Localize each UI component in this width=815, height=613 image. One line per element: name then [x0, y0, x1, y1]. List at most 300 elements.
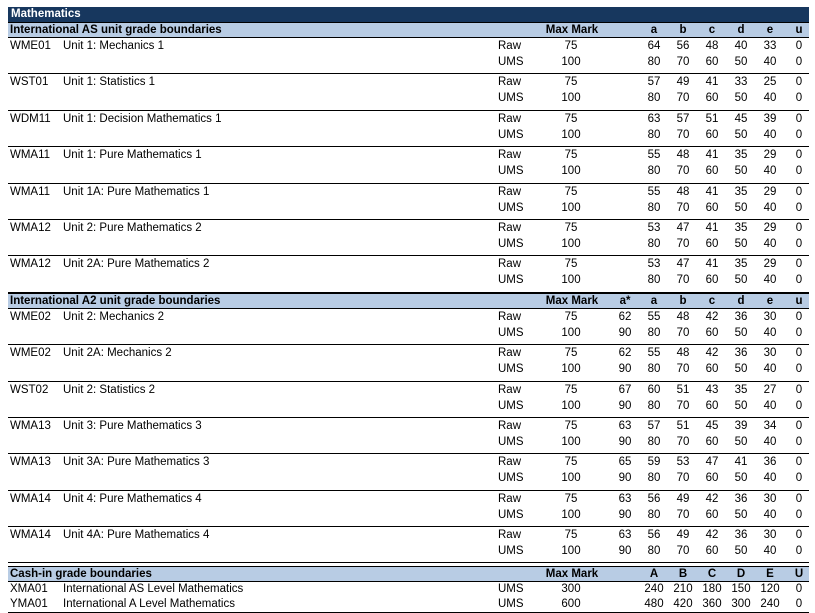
unit-name: Unit 3: Pure Mathematics 3	[63, 419, 202, 432]
ums-boundary: 60	[705, 326, 719, 339]
raw-label: Raw	[498, 347, 522, 360]
as-grade-header-e: e	[766, 24, 774, 36]
a2-grade-header-u: u	[795, 294, 803, 307]
unit-code: WST01	[10, 76, 49, 89]
ums-mark-row	[8, 435, 809, 450]
ums-max-mark: 100	[561, 435, 581, 448]
ums-max-mark: 100	[561, 201, 581, 214]
unit-code: WDM11	[10, 112, 51, 125]
raw-max-mark: 75	[564, 419, 578, 432]
raw-label: Raw	[498, 529, 522, 542]
ums-boundary: 40	[763, 508, 777, 521]
raw-boundary: 48	[676, 347, 690, 360]
ums-max-mark: 100	[561, 363, 581, 376]
a2-grade-header-a: a	[650, 294, 658, 307]
ums-boundary: 40	[763, 274, 777, 287]
unit-row-group	[8, 147, 809, 183]
raw-boundary: 41	[705, 76, 719, 89]
ums-boundary: 0	[795, 545, 803, 558]
cashin-type: UMS	[498, 583, 524, 596]
ums-boundary: 90	[618, 326, 632, 339]
raw-boundary: 41	[705, 149, 719, 162]
cashin-type: UMS	[498, 598, 524, 611]
ums-mark-row	[8, 508, 809, 523]
as-section-title: International AS unit grade boundaries	[10, 24, 222, 36]
cashin-boundary: 210	[673, 583, 693, 596]
unit-row-group	[8, 491, 809, 527]
ums-boundary: 80	[647, 508, 661, 521]
ums-boundary: 60	[705, 165, 719, 178]
raw-mark-row	[8, 383, 809, 398]
raw-max-mark: 75	[564, 492, 578, 505]
unit-code: WMA12	[10, 221, 51, 234]
raw-label: Raw	[498, 149, 522, 162]
ums-boundary: 80	[647, 399, 661, 412]
cashin-grade-header-B: B	[678, 568, 688, 581]
ums-boundary: 40	[763, 363, 777, 376]
ums-boundary: 80	[647, 165, 661, 178]
raw-boundary: 35	[734, 185, 748, 198]
unit-name: Unit 2: Pure Mathematics 2	[63, 221, 202, 234]
ums-boundary: 90	[618, 545, 632, 558]
ums-mark-row	[8, 164, 809, 179]
raw-boundary: 41	[705, 221, 719, 234]
raw-boundary: 53	[676, 456, 690, 469]
raw-boundary: 0	[795, 149, 803, 162]
cashin-boundary: 120	[760, 583, 780, 596]
ums-boundary: 60	[705, 237, 719, 250]
ums-boundary: 0	[795, 237, 803, 250]
ums-boundary: 60	[705, 128, 719, 141]
ums-boundary: 80	[647, 435, 661, 448]
raw-boundary: 39	[763, 112, 777, 125]
cashin-max-mark-header: Max Mark	[545, 568, 599, 581]
ums-boundary: 50	[734, 508, 748, 521]
unit-code: WME02	[10, 347, 51, 360]
unit-code: WMA13	[10, 419, 51, 432]
raw-max-mark: 75	[564, 185, 578, 198]
raw-boundary: 29	[763, 221, 777, 234]
raw-boundary: 48	[676, 185, 690, 198]
as-grade-header-u: u	[795, 24, 803, 36]
raw-boundary: 55	[647, 310, 661, 323]
unit-code: WMA14	[10, 492, 51, 505]
ums-boundary: 50	[734, 201, 748, 214]
raw-max-mark: 75	[564, 112, 578, 125]
unit-code: WST02	[10, 383, 49, 396]
ums-label: UMS	[498, 363, 524, 376]
raw-boundary: 59	[647, 456, 661, 469]
ums-label: UMS	[498, 56, 524, 68]
raw-boundary: 0	[795, 76, 803, 89]
cashin-boundary: 360	[702, 598, 722, 611]
ums-label: UMS	[498, 237, 524, 250]
raw-mark-row	[8, 112, 809, 127]
ums-boundary: 70	[676, 326, 690, 339]
unit-row-group	[8, 382, 809, 418]
raw-max-mark: 75	[564, 258, 578, 271]
unit-name: Unit 2: Mechanics 2	[63, 310, 164, 323]
ums-boundary: 70	[676, 435, 690, 448]
ums-mark-row	[8, 399, 809, 414]
raw-boundary: 0	[795, 40, 803, 52]
ums-boundary: 50	[734, 399, 748, 412]
ums-boundary: 80	[647, 545, 661, 558]
ums-label: UMS	[498, 508, 524, 521]
raw-max-mark: 75	[564, 149, 578, 162]
ums-boundary: 60	[705, 399, 719, 412]
ums-label: UMS	[498, 92, 524, 105]
unit-name: Unit 4: Pure Mathematics 4	[63, 492, 202, 505]
ums-label: UMS	[498, 165, 524, 178]
ums-boundary: 50	[734, 472, 748, 485]
ums-boundary: 50	[734, 545, 748, 558]
cashin-boundary: 240	[644, 583, 664, 596]
ums-boundary: 40	[763, 165, 777, 178]
raw-label: Raw	[498, 112, 522, 125]
raw-boundary: 36	[734, 310, 748, 323]
ums-boundary: 80	[647, 128, 661, 141]
ums-boundary: 70	[676, 128, 690, 141]
raw-label: Raw	[498, 419, 522, 432]
as-section-header	[8, 22, 809, 38]
raw-boundary: 29	[763, 185, 777, 198]
ums-boundary: 70	[676, 545, 690, 558]
ums-boundary: 0	[795, 92, 803, 105]
a2-section-header	[8, 293, 809, 309]
raw-boundary: 57	[647, 76, 661, 89]
ums-boundary: 70	[676, 274, 690, 287]
raw-boundary: 30	[763, 347, 777, 360]
a2-grade-header-c: c	[708, 294, 716, 307]
ums-max-mark: 100	[561, 545, 581, 558]
ums-mark-row	[8, 91, 809, 106]
raw-boundary: 42	[705, 529, 719, 542]
ums-boundary: 80	[647, 274, 661, 287]
raw-boundary: 67	[618, 383, 632, 396]
raw-mark-row	[8, 185, 809, 200]
unit-name: Unit 1: Decision Mathematics 1	[63, 112, 222, 125]
ums-mark-row	[8, 237, 809, 252]
raw-max-mark: 75	[564, 529, 578, 542]
ums-boundary: 70	[676, 201, 690, 214]
raw-label: Raw	[498, 76, 522, 89]
cashin-grade-header-A: A	[649, 568, 659, 581]
raw-mark-row	[8, 221, 809, 236]
ums-boundary: 80	[647, 56, 661, 68]
unit-row-group	[8, 454, 809, 490]
raw-boundary: 41	[705, 185, 719, 198]
raw-boundary: 63	[618, 529, 632, 542]
raw-boundary: 42	[705, 310, 719, 323]
ums-max-mark: 100	[561, 165, 581, 178]
as-grade-header-b: b	[679, 24, 687, 36]
raw-boundary: 49	[676, 492, 690, 505]
ums-max-mark: 100	[561, 274, 581, 287]
raw-boundary: 47	[676, 258, 690, 271]
raw-boundary: 65	[618, 456, 632, 469]
ums-boundary: 40	[763, 472, 777, 485]
ums-max-mark: 100	[561, 128, 581, 141]
ums-mark-row	[8, 326, 809, 341]
ums-mark-row	[8, 362, 809, 377]
raw-boundary: 43	[705, 383, 719, 396]
raw-boundary: 35	[734, 221, 748, 234]
cashin-boundary: 480	[644, 598, 664, 611]
raw-boundary: 56	[647, 492, 661, 505]
raw-boundary: 56	[676, 40, 690, 52]
ums-boundary: 60	[705, 508, 719, 521]
ums-boundary: 40	[763, 399, 777, 412]
ums-boundary: 80	[647, 326, 661, 339]
raw-boundary: 29	[763, 149, 777, 162]
raw-boundary: 0	[795, 112, 803, 125]
raw-boundary: 36	[763, 456, 777, 469]
unit-row-group	[8, 111, 809, 147]
unit-row-group	[8, 418, 809, 454]
ums-boundary: 0	[795, 399, 803, 412]
cashin-boundary: 150	[731, 583, 751, 596]
raw-boundary: 48	[676, 149, 690, 162]
ums-max-mark: 100	[561, 56, 581, 68]
raw-max-mark: 75	[564, 456, 578, 469]
raw-mark-row	[8, 419, 809, 434]
qualification-name: International AS Level Mathematics	[63, 583, 244, 596]
ums-max-mark: 100	[561, 92, 581, 105]
ums-boundary: 0	[795, 274, 803, 287]
ums-boundary: 0	[795, 326, 803, 339]
ums-boundary: 60	[705, 56, 719, 68]
ums-boundary: 50	[734, 326, 748, 339]
raw-boundary: 0	[795, 185, 803, 198]
ums-boundary: 0	[795, 128, 803, 141]
raw-boundary: 30	[763, 529, 777, 542]
raw-mark-row	[8, 528, 809, 543]
a2-max-mark-header: Max Mark	[545, 294, 599, 307]
ums-max-mark: 100	[561, 237, 581, 250]
ums-boundary: 40	[763, 237, 777, 250]
ums-boundary: 50	[734, 165, 748, 178]
raw-boundary: 63	[647, 112, 661, 125]
raw-boundary: 63	[618, 492, 632, 505]
raw-mark-row	[8, 75, 809, 90]
raw-boundary: 47	[676, 221, 690, 234]
raw-label: Raw	[498, 185, 522, 198]
ums-boundary: 70	[676, 56, 690, 68]
unit-row-group	[8, 38, 809, 74]
a2-grade-header-b: b	[679, 294, 687, 307]
ums-boundary: 40	[763, 545, 777, 558]
ums-boundary: 50	[734, 435, 748, 448]
ums-label: UMS	[498, 435, 524, 448]
ums-boundary: 70	[676, 399, 690, 412]
a2-section-title: International A2 unit grade boundaries	[10, 294, 221, 307]
ums-boundary: 0	[795, 201, 803, 214]
ums-boundary: 70	[676, 508, 690, 521]
unit-name: Unit 2A: Mechanics 2	[63, 347, 172, 360]
unit-row-group	[8, 256, 809, 292]
raw-boundary: 55	[647, 185, 661, 198]
cashin-boundary: 0	[795, 598, 803, 611]
a2-grade-header-e: e	[766, 294, 774, 307]
ums-label: UMS	[498, 128, 524, 141]
ums-boundary: 40	[763, 92, 777, 105]
raw-boundary: 55	[647, 149, 661, 162]
ums-mark-row	[8, 544, 809, 559]
ums-boundary: 50	[734, 363, 748, 376]
raw-mark-row	[8, 455, 809, 470]
ums-boundary: 0	[795, 56, 803, 68]
ums-max-mark: 100	[561, 508, 581, 521]
raw-boundary: 40	[734, 40, 748, 52]
ums-boundary: 90	[618, 508, 632, 521]
raw-boundary: 33	[734, 76, 748, 89]
cashin-grade-header-C: C	[707, 568, 717, 581]
raw-boundary: 35	[734, 149, 748, 162]
cashin-boundary: 240	[760, 598, 780, 611]
grade-boundaries-sheet	[8, 7, 809, 613]
raw-boundary: 62	[618, 310, 632, 323]
raw-mark-row	[8, 310, 809, 325]
unit-name: Unit 2: Statistics 2	[63, 383, 156, 396]
raw-max-mark: 75	[564, 347, 578, 360]
raw-boundary: 30	[763, 310, 777, 323]
cashin-section-title: Cash-in grade boundaries	[10, 568, 152, 581]
unit-name: Unit 1: Pure Mathematics 1	[63, 149, 202, 162]
raw-label: Raw	[498, 40, 522, 52]
ums-boundary: 90	[618, 472, 632, 485]
ums-label: UMS	[498, 399, 524, 412]
ums-boundary: 50	[734, 56, 748, 68]
raw-boundary: 62	[618, 347, 632, 360]
ums-max-mark: 100	[561, 326, 581, 339]
raw-boundary: 57	[647, 419, 661, 432]
raw-boundary: 36	[734, 492, 748, 505]
unit-row-group	[8, 184, 809, 220]
raw-boundary: 55	[647, 347, 661, 360]
raw-boundary: 60	[647, 383, 661, 396]
cashin-boundary: 0	[795, 583, 803, 596]
raw-label: Raw	[498, 310, 522, 323]
raw-boundary: 0	[795, 529, 803, 542]
unit-name: Unit 3A: Pure Mathematics 3	[63, 456, 210, 469]
ums-boundary: 80	[647, 363, 661, 376]
raw-boundary: 0	[795, 419, 803, 432]
cashin-grade-header-U: U	[794, 568, 804, 581]
unit-code: WMA13	[10, 456, 51, 469]
ums-boundary: 90	[618, 399, 632, 412]
ums-label: UMS	[498, 545, 524, 558]
cashin-boundary: 300	[731, 598, 751, 611]
qualification-code: XMA01	[10, 583, 48, 596]
raw-boundary: 33	[763, 40, 777, 52]
ums-boundary: 40	[763, 435, 777, 448]
ums-boundary: 0	[795, 508, 803, 521]
unit-code: WME02	[10, 310, 51, 323]
cashin-list	[8, 582, 809, 613]
raw-boundary: 0	[795, 221, 803, 234]
a2-unit-list	[8, 309, 809, 564]
ums-boundary: 80	[647, 92, 661, 105]
raw-boundary: 42	[705, 347, 719, 360]
as-unit-list	[8, 38, 809, 293]
ums-max-mark: 100	[561, 399, 581, 412]
raw-mark-row	[8, 148, 809, 163]
as-grade-header-a: a	[650, 24, 658, 36]
raw-boundary: 51	[676, 383, 690, 396]
ums-boundary: 70	[676, 363, 690, 376]
ums-boundary: 90	[618, 363, 632, 376]
raw-boundary: 64	[647, 40, 661, 52]
unit-name: Unit 2A: Pure Mathematics 2	[63, 258, 210, 271]
ums-boundary: 60	[705, 435, 719, 448]
unit-row-group	[8, 309, 809, 345]
ums-boundary: 40	[763, 56, 777, 68]
ums-boundary: 40	[763, 326, 777, 339]
raw-boundary: 0	[795, 383, 803, 396]
ums-boundary: 40	[763, 128, 777, 141]
a2-grade-header-d: d	[737, 294, 745, 307]
unit-row-group	[8, 345, 809, 381]
raw-label: Raw	[498, 383, 522, 396]
sheet-title: Mathematics	[8, 7, 809, 22]
unit-code: WMA14	[10, 529, 51, 542]
raw-boundary: 0	[795, 258, 803, 271]
cashin-grade-header-D: D	[736, 568, 746, 581]
raw-boundary: 42	[705, 492, 719, 505]
raw-mark-row	[8, 346, 809, 361]
a2-grade-header-astar: a*	[619, 294, 631, 307]
raw-boundary: 25	[763, 76, 777, 89]
ums-boundary: 70	[676, 472, 690, 485]
raw-boundary: 45	[734, 112, 748, 125]
unit-name: Unit 1: Statistics 1	[63, 76, 156, 89]
ums-label: UMS	[498, 274, 524, 287]
ums-boundary: 60	[705, 472, 719, 485]
ums-boundary: 60	[705, 274, 719, 287]
ums-boundary: 70	[676, 237, 690, 250]
ums-boundary: 0	[795, 165, 803, 178]
raw-boundary: 63	[618, 419, 632, 432]
ums-boundary: 80	[647, 237, 661, 250]
ums-boundary: 40	[763, 201, 777, 214]
raw-boundary: 47	[705, 456, 719, 469]
ums-boundary: 70	[676, 165, 690, 178]
ums-label: UMS	[498, 201, 524, 214]
raw-mark-row	[8, 39, 809, 54]
ums-label: UMS	[498, 326, 524, 339]
unit-code: WMA11	[10, 185, 51, 198]
raw-label: Raw	[498, 492, 522, 505]
cashin-max-mark: 600	[561, 598, 581, 611]
raw-boundary: 45	[705, 419, 719, 432]
raw-boundary: 30	[763, 492, 777, 505]
qualification-name: International A Level Mathematics	[63, 598, 235, 611]
raw-boundary: 51	[705, 112, 719, 125]
raw-max-mark: 75	[564, 221, 578, 234]
qualification-code: YMA01	[10, 598, 48, 611]
unit-code: WMA12	[10, 258, 51, 271]
raw-boundary: 29	[763, 258, 777, 271]
ums-label: UMS	[498, 472, 524, 485]
as-grade-header-c: c	[708, 24, 716, 36]
ums-boundary: 0	[795, 435, 803, 448]
raw-boundary: 0	[795, 310, 803, 323]
ums-boundary: 0	[795, 472, 803, 485]
raw-mark-row	[8, 257, 809, 272]
ums-boundary: 50	[734, 128, 748, 141]
ums-boundary: 60	[705, 545, 719, 558]
